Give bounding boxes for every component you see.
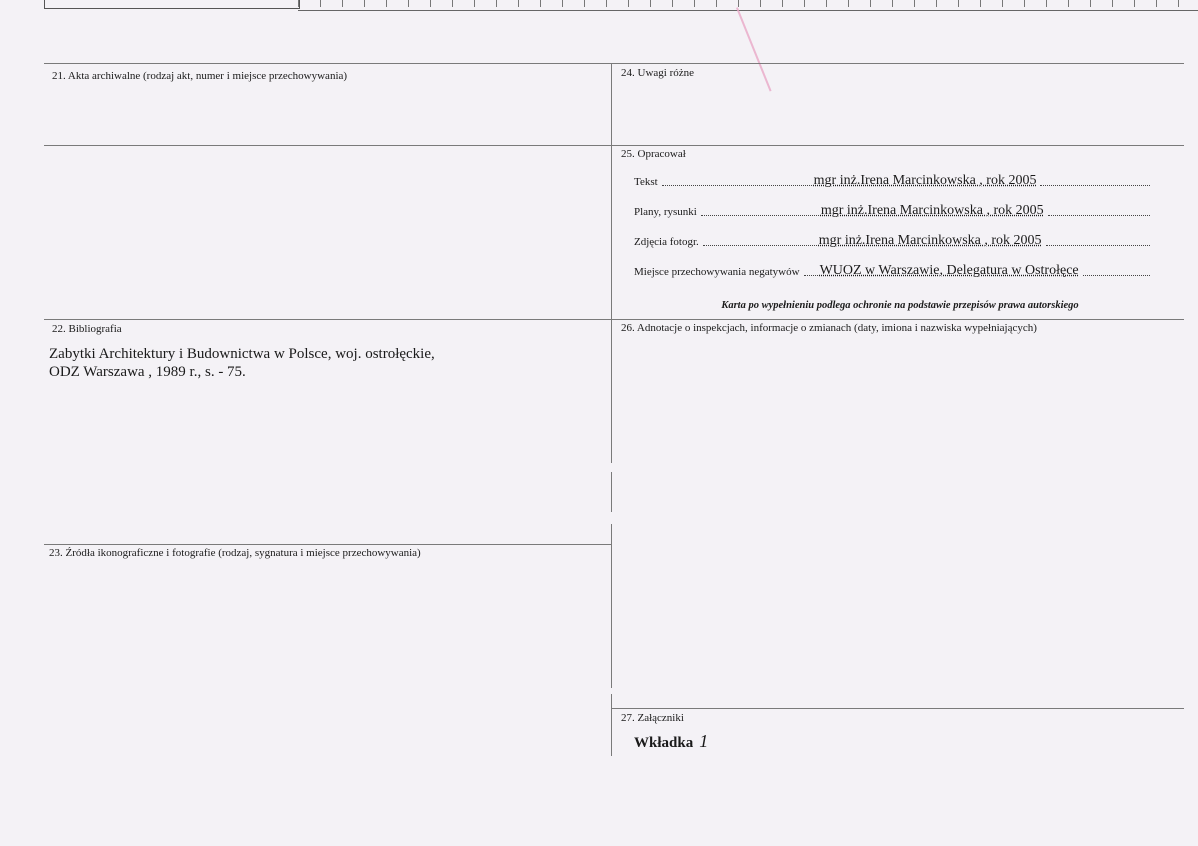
divider-22-23: [44, 544, 612, 545]
section-22-title: 22. Bibliografia: [52, 323, 122, 335]
divider-top: [44, 63, 1184, 64]
row-miejsce: [634, 262, 1152, 278]
divider-21-24: [44, 145, 1184, 146]
section-23-title: 23. Źródła ikonograficzne i fotografie (rodzaj, sygnatura i miejsce przechowywania): [49, 547, 421, 559]
miejsce-label: Miejsce przechowywania negatywów: [634, 266, 800, 278]
tekst-value: mgr inż.Irena Marcinkowska , rok 2005: [813, 173, 1037, 188]
attachment-label: Wkładka: [634, 735, 694, 751]
bibliography-line-2: ODZ Warszawa , 1989 r., s. - 75.: [49, 364, 246, 380]
plany-label: Plany, rysunki: [634, 206, 697, 218]
row-tekst: [634, 172, 1152, 188]
zdjecia-value: mgr inż.Irena Marcinkowska , rok 2005: [818, 233, 1042, 248]
copyright-note: Karta po wypełnieniu podlega ochronie na podstawie przepisów prawa autorskiego: [721, 300, 1079, 311]
column-divider-upper: [611, 63, 612, 463]
column-divider-lower: [611, 694, 612, 756]
row-plany: [634, 202, 1152, 218]
zdjecia-label: Zdjęcia fotogr.: [634, 236, 699, 248]
top-header-box: [44, 0, 300, 9]
column-divider-mid-a: [611, 472, 612, 512]
plany-value: mgr inż.Irena Marcinkowska , rok 2005: [820, 203, 1044, 218]
miejsce-value: WUOZ w Warszawie, Delegatura w Ostrołęce: [819, 263, 1079, 278]
attachment-entry: [634, 731, 708, 752]
top-ruler-strip: [298, 0, 1198, 11]
tekst-label: Tekst: [634, 176, 658, 188]
section-27-title: 27. Załączniki: [621, 712, 684, 724]
section-24-title: 24. Uwagi różne: [621, 67, 695, 79]
section-25-title: 25. Opracował: [621, 148, 686, 160]
pink-pen-mark: [736, 7, 772, 91]
section-21-title: 21. Akta archiwalne (rodzaj akt, numer i miejsce przechowywania): [52, 70, 348, 82]
row-zdjecia: [634, 232, 1152, 248]
divider-25-26: [44, 319, 1184, 320]
attachment-number: 1: [699, 731, 709, 751]
bibliography-line-1: Zabytki Architektury i Budownictwa w Polsce, woj. ostrołęckie,: [49, 346, 435, 362]
section-26-title: 26. Adnotacje o inspekcjach, informacje o zmianach (daty, imiona i nazwiska wypełniających): [621, 322, 1037, 334]
divider-26-27: [611, 708, 1184, 709]
column-divider-mid-b: [611, 524, 612, 688]
